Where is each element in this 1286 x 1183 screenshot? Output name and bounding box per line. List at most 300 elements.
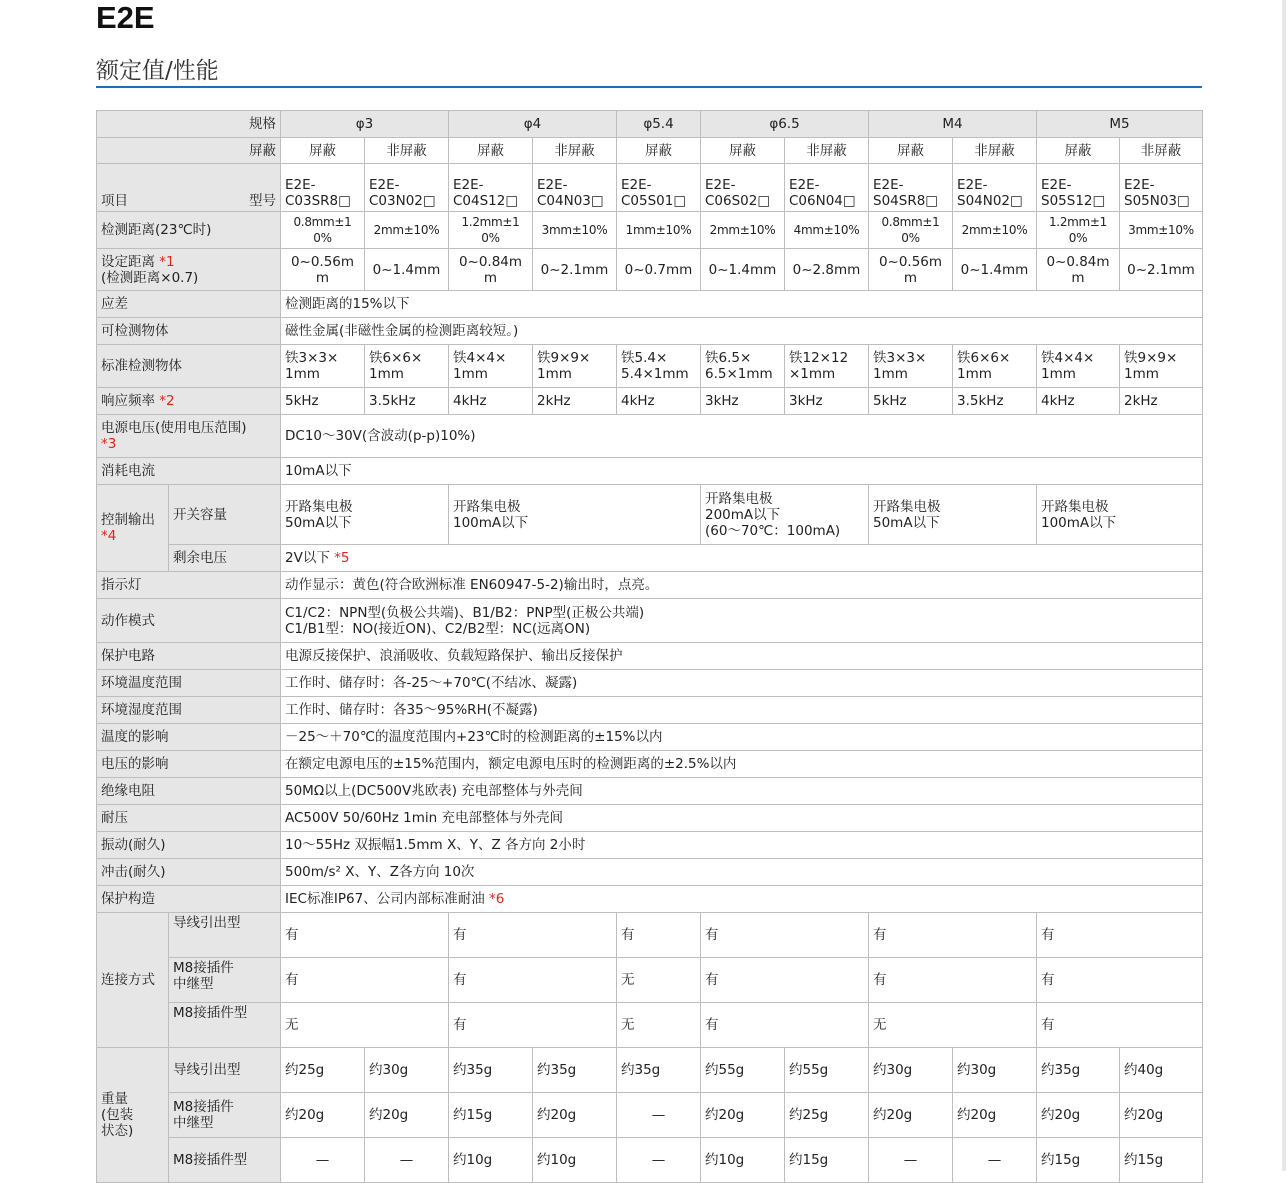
set-distance-value-text: 0~2.1mm bbox=[540, 261, 609, 278]
shield-type bbox=[869, 138, 953, 164]
set-distance-value-text: 0~1.4mm bbox=[372, 261, 441, 278]
row-label bbox=[97, 886, 281, 913]
standard-object-value-text: 5.4×1mm bbox=[621, 366, 689, 382]
row-frequency bbox=[97, 388, 1203, 415]
shield-label bbox=[97, 138, 281, 164]
weight-value bbox=[785, 1138, 869, 1183]
weight-value-text: 约20g bbox=[1041, 1107, 1081, 1123]
row-indicator bbox=[97, 572, 1203, 599]
set-distance-value-text: 0~1.4mm bbox=[708, 261, 777, 278]
set-distance-value bbox=[281, 249, 365, 291]
weight-value bbox=[449, 1093, 533, 1138]
frequency-value bbox=[701, 388, 785, 415]
switch-capacity-value bbox=[281, 485, 449, 545]
standard-object-value-text: 1mm bbox=[285, 366, 320, 382]
weight-value-text: 约30g bbox=[873, 1062, 913, 1078]
weight-value bbox=[1037, 1093, 1120, 1138]
standard-object-value bbox=[617, 345, 701, 388]
frequency-value bbox=[1037, 388, 1120, 415]
sub-label-text: M8接插件 bbox=[173, 960, 234, 976]
row-withstand bbox=[97, 805, 1203, 832]
model-number-text: E2E- bbox=[453, 177, 484, 193]
row-voltage bbox=[97, 415, 1203, 458]
weight-value bbox=[701, 1093, 785, 1138]
distance-value bbox=[617, 212, 701, 249]
row-label-text: 可检测物体 bbox=[101, 323, 169, 339]
weight-value-text: 约10g bbox=[453, 1152, 493, 1168]
weight-value-text: — bbox=[987, 1152, 1002, 1168]
connection-value bbox=[869, 958, 1037, 1003]
weight-value-text: 约20g bbox=[873, 1107, 913, 1123]
shield-type-text: 屏蔽 bbox=[309, 142, 336, 159]
model-number bbox=[281, 164, 365, 212]
standard-object-value bbox=[869, 345, 953, 388]
standard-object-value bbox=[365, 345, 449, 388]
frequency-value-text: 3.5kHz bbox=[369, 393, 416, 409]
connection-value bbox=[449, 1003, 617, 1048]
row-label-text: (检测距离×0.7) bbox=[101, 269, 199, 286]
switch-capacity-value-text: 100mA以下 bbox=[1041, 514, 1117, 531]
connection-value-text: 有 bbox=[873, 927, 887, 943]
model-number-text: S04N02□ bbox=[957, 193, 1023, 209]
standard-object-value-text: 铁4×4× bbox=[1041, 350, 1095, 366]
row-label-text: 冲击(耐久) bbox=[101, 864, 166, 880]
weight-value bbox=[281, 1048, 365, 1093]
weight-value bbox=[869, 1048, 953, 1093]
standard-object-value-text: 1mm bbox=[369, 366, 404, 382]
set-distance-value-text: 0~0.56mm bbox=[878, 253, 943, 286]
standard-object-value-text: 铁3×3× bbox=[285, 350, 339, 366]
frequency-value-text: 3.5kHz bbox=[957, 393, 1004, 409]
weight-value bbox=[1037, 1138, 1120, 1183]
shield-type-text: 屏蔽 bbox=[477, 142, 504, 159]
row-indicator-value bbox=[281, 572, 1203, 599]
row-detectable-value bbox=[281, 318, 1203, 345]
row-connection bbox=[97, 913, 1203, 958]
row-hysteresis-value-text: 检测距离的15%以下 bbox=[285, 296, 410, 312]
weight-value-text: 约20g bbox=[285, 1107, 325, 1123]
weight-value-text: 约30g bbox=[369, 1062, 409, 1078]
row-vibration-value bbox=[281, 832, 1203, 859]
voltage-value-text: DC10～30V(含波动(p-p)10%) bbox=[285, 428, 476, 444]
weight-value bbox=[701, 1138, 785, 1183]
frequency-value bbox=[785, 388, 869, 415]
set-distance-value bbox=[533, 249, 617, 291]
set-distance-value-text: 0~2.8mm bbox=[792, 261, 861, 278]
weight-value bbox=[869, 1138, 953, 1183]
connection-value bbox=[617, 913, 701, 958]
row-weight bbox=[97, 1048, 1203, 1093]
connection-value-text: 有 bbox=[1041, 972, 1055, 988]
standard-object-value-text: 铁4×4× bbox=[453, 350, 507, 366]
row-weight bbox=[97, 1138, 1203, 1183]
switch-capacity-value-text: 开路集电极 bbox=[285, 498, 353, 515]
row-label bbox=[97, 388, 281, 415]
weight-value-text: 约35g bbox=[537, 1062, 577, 1078]
row-temp-range bbox=[97, 670, 1203, 697]
distance-value-text: 0.8mm±10% bbox=[293, 215, 352, 245]
distance-value bbox=[533, 212, 617, 249]
weight-value-text: — bbox=[315, 1152, 330, 1168]
row-label bbox=[97, 458, 281, 485]
row-detectable-value-text: 磁性金属(非磁性金属的检测距离较短。) bbox=[285, 323, 519, 339]
row-switch-capacity bbox=[97, 485, 1203, 545]
standard-object-value-text: 1mm bbox=[453, 366, 488, 382]
row-protection bbox=[97, 643, 1203, 670]
row-label-text: 连接方式 bbox=[101, 972, 155, 988]
row-label bbox=[97, 832, 281, 859]
connection-value bbox=[281, 913, 449, 958]
standard-object-value bbox=[953, 345, 1037, 388]
switch-capacity-value bbox=[1037, 485, 1203, 545]
footnote-marker: *3 bbox=[101, 436, 117, 452]
row-label-text: 耐压 bbox=[101, 810, 128, 826]
model-number-text: C06S02□ bbox=[705, 193, 771, 209]
row-label bbox=[97, 1048, 169, 1183]
model-number-text: C04S12□ bbox=[453, 193, 519, 209]
distance-value bbox=[281, 212, 365, 249]
weight-value-text: 约15g bbox=[453, 1107, 493, 1123]
row-connection bbox=[97, 1003, 1203, 1048]
sub-label-text: M8接插件型 bbox=[173, 1005, 248, 1021]
spec-size bbox=[617, 111, 701, 138]
model-number-text: S05S12□ bbox=[1041, 193, 1106, 209]
row-label bbox=[97, 859, 281, 886]
row-weight bbox=[97, 1093, 1203, 1138]
model-number-text: E2E- bbox=[369, 177, 400, 193]
spec-size-text: φ4 bbox=[523, 116, 542, 132]
sub-label bbox=[169, 485, 281, 545]
connection-value bbox=[281, 958, 449, 1003]
weight-value bbox=[281, 1093, 365, 1138]
row-voltage-effect bbox=[97, 751, 1203, 778]
residual-voltage-value bbox=[281, 545, 1203, 572]
frequency-value-text: 3kHz bbox=[705, 393, 739, 409]
row-label-text: 状态) bbox=[101, 1123, 134, 1139]
model-number-text: E2E- bbox=[957, 177, 988, 193]
row-insulation-value bbox=[281, 778, 1203, 805]
connection-value-text: 有 bbox=[453, 972, 467, 988]
sub-label-text: 开关容量 bbox=[173, 506, 227, 523]
row-current-value bbox=[281, 458, 1203, 485]
connection-value-text: 有 bbox=[873, 972, 887, 988]
model-number-text: E2E- bbox=[537, 177, 568, 193]
weight-value bbox=[1120, 1048, 1203, 1093]
connection-value-text: 有 bbox=[453, 927, 467, 943]
model-number-text: C04N03□ bbox=[537, 193, 604, 209]
shield-type-text: 屏蔽 bbox=[897, 142, 924, 159]
frequency-value bbox=[365, 388, 449, 415]
connection-value bbox=[617, 1003, 701, 1048]
row-vibration bbox=[97, 832, 1203, 859]
weight-value bbox=[533, 1048, 617, 1093]
row-temp-range-value bbox=[281, 670, 1203, 697]
standard-object-value bbox=[533, 345, 617, 388]
row-label bbox=[97, 599, 281, 643]
row-indicator-value-text: 动作显示：黄色(符合欧洲标准 EN60947-5-2)输出时，点亮。 bbox=[285, 577, 659, 593]
connection-value-text: 无 bbox=[621, 972, 635, 988]
frequency-value-text: 3kHz bbox=[789, 393, 823, 409]
row-temp-effect bbox=[97, 724, 1203, 751]
row-mode bbox=[97, 599, 1203, 643]
connection-value bbox=[701, 1003, 869, 1048]
weight-value bbox=[785, 1048, 869, 1093]
standard-object-value-text: 铁6.5× bbox=[705, 350, 752, 366]
standard-object-value bbox=[1120, 345, 1203, 388]
set-distance-value bbox=[953, 249, 1037, 291]
footnote-marker: *5 bbox=[334, 550, 350, 566]
row-shock-value bbox=[281, 859, 1203, 886]
weight-value-text: — bbox=[399, 1152, 414, 1168]
connection-value bbox=[1037, 958, 1203, 1003]
connection-value bbox=[449, 958, 617, 1003]
row-label bbox=[97, 415, 281, 458]
scrollbar[interactable] bbox=[1282, 0, 1286, 1171]
shield-type-text: 非屏蔽 bbox=[1140, 142, 1182, 159]
distance-value-text: 2mm±10% bbox=[373, 223, 440, 237]
standard-object-value-text: 铁9×9× bbox=[1124, 350, 1178, 366]
weight-value bbox=[1120, 1093, 1203, 1138]
weight-value bbox=[365, 1048, 449, 1093]
set-distance-value bbox=[617, 249, 701, 291]
set-distance-value bbox=[449, 249, 533, 291]
frequency-value bbox=[533, 388, 617, 415]
weight-value bbox=[449, 1048, 533, 1093]
frequency-value-text: 2kHz bbox=[1124, 393, 1158, 409]
row-label bbox=[97, 345, 281, 388]
model-number-text: C03N02□ bbox=[369, 193, 436, 209]
weight-value bbox=[617, 1138, 701, 1183]
model-label: 型号 bbox=[249, 193, 276, 209]
row-label-text: (包装 bbox=[101, 1107, 134, 1123]
row-humidity-range-value bbox=[281, 697, 1203, 724]
connection-value-text: 有 bbox=[285, 972, 299, 988]
standard-object-value-text: 1mm bbox=[537, 366, 572, 382]
frequency-value bbox=[869, 388, 953, 415]
spec-size-text: φ5.4 bbox=[643, 116, 674, 132]
row-humidity-range-value-text: 工作时、储存时：各35～95%RH(不凝露) bbox=[285, 702, 538, 718]
footnote-marker: *6 bbox=[489, 891, 505, 907]
standard-object-value bbox=[281, 345, 365, 388]
model-number-text: C06N04□ bbox=[789, 193, 856, 209]
spec-size-text: M5 bbox=[1109, 116, 1130, 132]
connection-value-text: 有 bbox=[705, 972, 719, 988]
voltage-value bbox=[281, 415, 1203, 458]
row-insulation-value-text: 50MΩ以上(DC500V兆欧表) 充电部整体与外壳间 bbox=[285, 783, 583, 799]
spec-table-body bbox=[97, 111, 1203, 1183]
shield-type-text: 屏蔽 bbox=[1064, 142, 1092, 159]
weight-value bbox=[449, 1138, 533, 1183]
set-distance-value-text: 0~1.4mm bbox=[960, 261, 1029, 278]
row-shock-value-text: 500m/s² X、Y、Z各方向 10次 bbox=[285, 864, 475, 880]
row-protection-value bbox=[281, 643, 1203, 670]
set-distance-value bbox=[365, 249, 449, 291]
row-current bbox=[97, 458, 1203, 485]
switch-capacity-value bbox=[869, 485, 1037, 545]
connection-value bbox=[869, 1003, 1037, 1048]
row-vibration-value-text: 10～55Hz 双振幅1.5mm X、Y、Z 各方向 2小时 bbox=[285, 837, 586, 853]
weight-value bbox=[701, 1048, 785, 1093]
frequency-value-text: 4kHz bbox=[453, 393, 487, 409]
row-label-text: 指示灯 bbox=[101, 577, 142, 593]
sub-label-text: 导线引出型 bbox=[173, 915, 241, 931]
model-number-text: S04SR8□ bbox=[873, 193, 939, 209]
weight-value-text: 约25g bbox=[789, 1107, 829, 1123]
row-temp-range-value-text: 工作时、储存时：各-25～+70℃(不结冰、凝露) bbox=[285, 675, 578, 691]
standard-object-value bbox=[701, 345, 785, 388]
item-model-header bbox=[97, 164, 281, 212]
weight-value bbox=[785, 1093, 869, 1138]
standard-object-value-text: 1mm bbox=[957, 366, 992, 382]
row-label-text: 响应频率 bbox=[101, 393, 160, 409]
connection-value bbox=[281, 1003, 449, 1048]
connection-value-text: 无 bbox=[621, 1017, 635, 1033]
switch-capacity-value-text: 50mA以下 bbox=[873, 514, 940, 531]
set-distance-value-text: 0~0.84mm bbox=[458, 253, 523, 286]
shield-type bbox=[1120, 138, 1203, 164]
row-label-text: 绝缘电阻 bbox=[101, 783, 155, 799]
weight-value bbox=[365, 1138, 449, 1183]
shield-type bbox=[617, 138, 701, 164]
model-number-text: E2E- bbox=[1041, 177, 1072, 193]
frequency-value-text: 5kHz bbox=[285, 393, 319, 409]
sub-label-text: 中继型 bbox=[173, 1115, 214, 1131]
row-label-text: 温度的影响 bbox=[101, 729, 169, 745]
model-number bbox=[953, 164, 1037, 212]
row-hysteresis bbox=[97, 291, 1203, 318]
shield-type bbox=[1037, 138, 1120, 164]
connection-value-text: 有 bbox=[705, 927, 719, 943]
distance-value bbox=[449, 212, 533, 249]
switch-capacity-value-text: 开路集电极 bbox=[1041, 498, 1109, 515]
row-humidity-range bbox=[97, 697, 1203, 724]
shield-type bbox=[365, 138, 449, 164]
frequency-value bbox=[1120, 388, 1203, 415]
sub-label-text: 剩余电压 bbox=[173, 550, 227, 566]
switch-capacity-value-text: 开路集电极 bbox=[873, 498, 941, 515]
set-distance-value bbox=[701, 249, 785, 291]
model-number-text: C05S01□ bbox=[621, 193, 687, 209]
shield-type bbox=[701, 138, 785, 164]
row-label-text: 振动(耐久) bbox=[101, 837, 166, 853]
sub-label-text: 导线引出型 bbox=[173, 1062, 241, 1078]
standard-object-value-text: 铁12×12 bbox=[789, 350, 849, 366]
distance-value-text: 1mm±10% bbox=[625, 223, 692, 237]
title-underline bbox=[96, 86, 1202, 88]
frequency-value-text: 2kHz bbox=[537, 393, 571, 409]
set-distance-value-text: 0~0.56mm bbox=[290, 253, 355, 286]
weight-value bbox=[281, 1138, 365, 1183]
row-label-text: 环境湿度范围 bbox=[101, 702, 182, 718]
connection-value bbox=[1037, 913, 1203, 958]
sub-label-text: M8接插件 bbox=[173, 1099, 234, 1115]
connection-value-text: 无 bbox=[285, 1017, 299, 1033]
row-structure-value-text: IEC标准IP67、公司内部标准耐油 bbox=[285, 891, 490, 907]
weight-value bbox=[953, 1138, 1037, 1183]
spec-size-text: φ6.5 bbox=[769, 116, 800, 132]
row-insulation bbox=[97, 778, 1203, 805]
weight-value-text: — bbox=[651, 1107, 666, 1123]
distance-value bbox=[365, 212, 449, 249]
spec-size-text: φ3 bbox=[355, 116, 374, 132]
connection-value-text: 有 bbox=[453, 1017, 467, 1033]
shield-type bbox=[785, 138, 869, 164]
sub-label bbox=[169, 1138, 281, 1183]
row-shock bbox=[97, 859, 1203, 886]
page-title: E2E bbox=[96, 0, 155, 35]
distance-value bbox=[701, 212, 785, 249]
sub-label bbox=[169, 545, 281, 572]
row-detectable bbox=[97, 318, 1203, 345]
weight-value bbox=[953, 1093, 1037, 1138]
row-label-text: 电源电压(使用电压范围) bbox=[101, 420, 247, 436]
distance-value bbox=[785, 212, 869, 249]
row-label bbox=[97, 643, 281, 670]
weight-value-text: 约15g bbox=[1041, 1152, 1081, 1168]
distance-value bbox=[953, 212, 1037, 249]
spec-size bbox=[1037, 111, 1203, 138]
weight-value bbox=[365, 1093, 449, 1138]
connection-value-text: 有 bbox=[621, 927, 635, 943]
spec-size-text: M4 bbox=[942, 116, 963, 132]
distance-value-text: 1.2mm±10% bbox=[1048, 215, 1108, 245]
row-voltage-effect-value bbox=[281, 751, 1203, 778]
frequency-value-text: 4kHz bbox=[1041, 393, 1075, 409]
weight-value bbox=[953, 1048, 1037, 1093]
weight-value-text: 约10g bbox=[705, 1152, 745, 1168]
row-label bbox=[97, 212, 281, 249]
weight-value-text: 约35g bbox=[621, 1062, 661, 1078]
spec-size bbox=[449, 111, 617, 138]
weight-value-text: — bbox=[903, 1152, 918, 1168]
row-label bbox=[97, 697, 281, 724]
row-withstand-value bbox=[281, 805, 1203, 832]
connection-value-text: 有 bbox=[705, 1017, 719, 1033]
row-standard-object bbox=[97, 345, 1203, 388]
weight-value-text: 约10g bbox=[537, 1152, 577, 1168]
row-label bbox=[97, 724, 281, 751]
frequency-value-text: 5kHz bbox=[873, 393, 907, 409]
row-label bbox=[97, 913, 169, 1048]
weight-value-text: 约55g bbox=[705, 1062, 745, 1078]
connection-value bbox=[701, 913, 869, 958]
header-row-spec bbox=[97, 111, 1203, 138]
frequency-value bbox=[953, 388, 1037, 415]
weight-value-text: 约20g bbox=[1124, 1107, 1164, 1123]
shield-type-text: 屏蔽 bbox=[729, 142, 756, 159]
set-distance-value bbox=[1037, 249, 1120, 291]
spec-size bbox=[701, 111, 869, 138]
row-connection bbox=[97, 958, 1203, 1003]
switch-capacity-value bbox=[449, 485, 701, 545]
mode-value-text: C1/B1型：NO(接近ON)、C2/B2型：NC(远离ON) bbox=[285, 620, 591, 637]
row-label-text: 重量 bbox=[101, 1091, 128, 1107]
row-label-text: 保护电路 bbox=[101, 648, 155, 664]
set-distance-value-text: 0~0.7mm bbox=[624, 261, 693, 278]
item-label: 项目 bbox=[101, 193, 128, 209]
row-label bbox=[97, 572, 281, 599]
model-number-text: E2E- bbox=[789, 177, 820, 193]
frequency-value-text: 4kHz bbox=[621, 393, 655, 409]
model-number-text: E2E- bbox=[1124, 177, 1155, 193]
model-number bbox=[449, 164, 533, 212]
model-number-text: E2E- bbox=[621, 177, 652, 193]
section-title: 额定值/性能 bbox=[96, 58, 219, 84]
switch-capacity-value-text: (60～70℃：100mA) bbox=[705, 522, 841, 539]
shield-type-text: 非屏蔽 bbox=[974, 142, 1015, 159]
standard-object-value bbox=[449, 345, 533, 388]
spec-size bbox=[869, 111, 1037, 138]
